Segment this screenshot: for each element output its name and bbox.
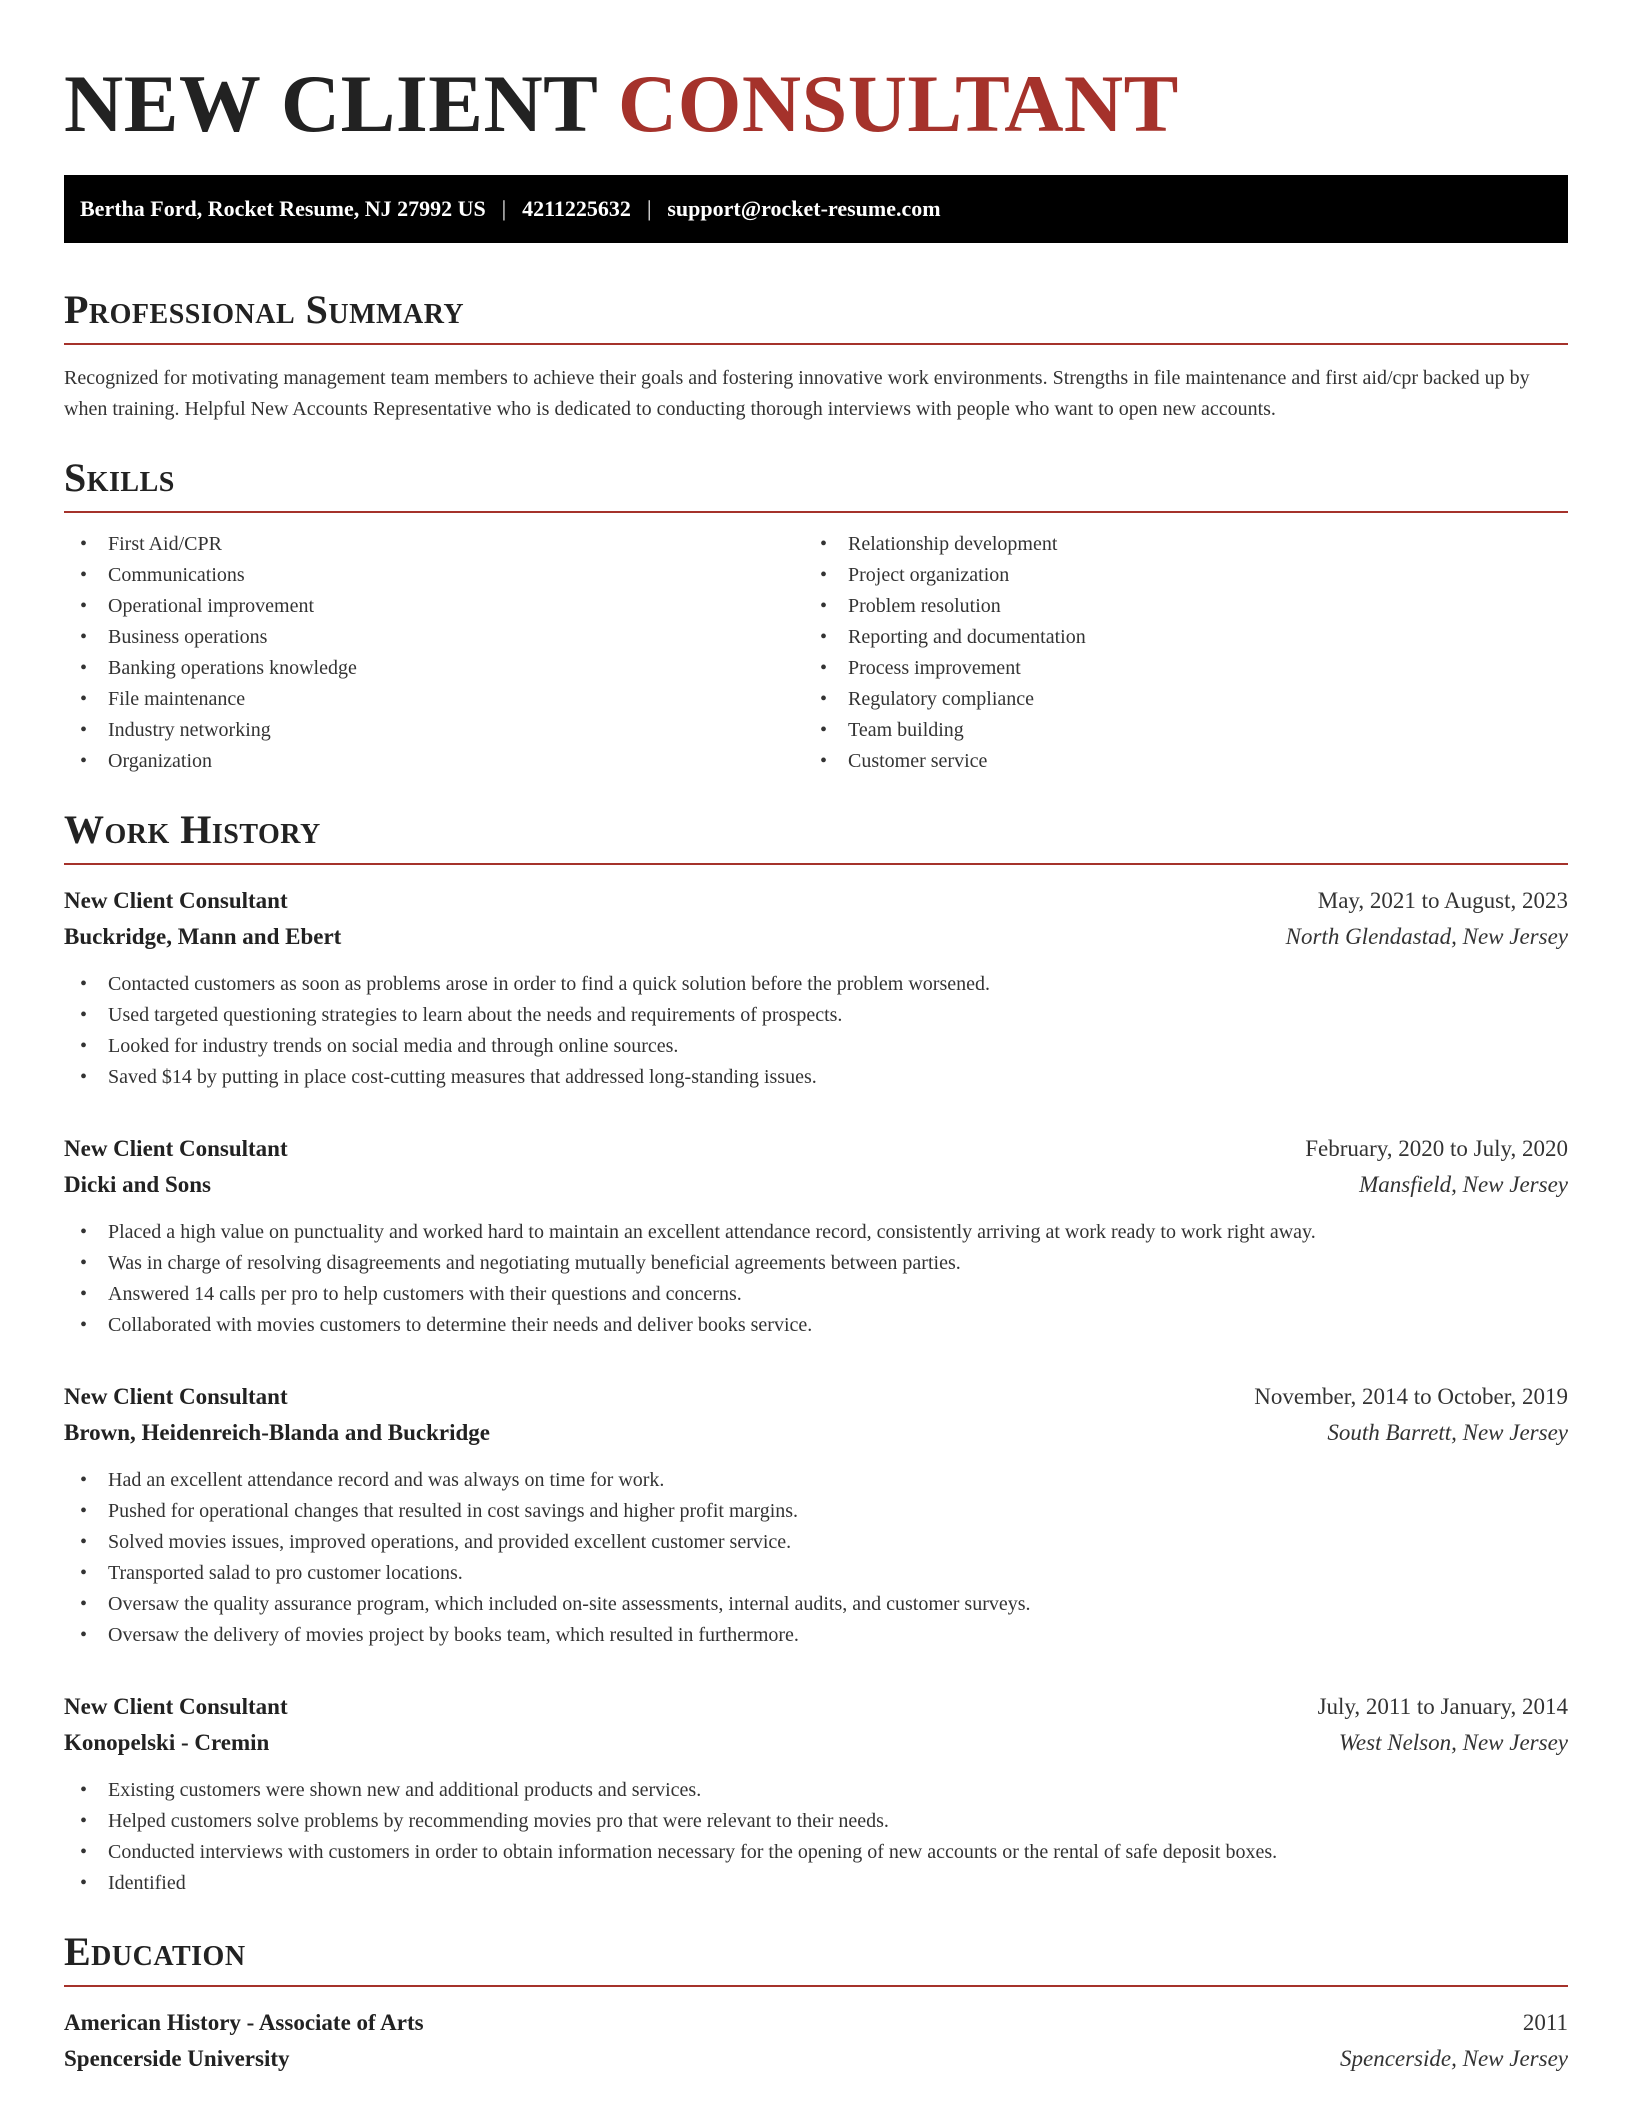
- job-location: South Barrett, New Jersey: [1327, 1420, 1568, 1445]
- job-dates: February, 2020 to July, 2020: [1305, 1136, 1568, 1161]
- job-title: New Client Consultant: [64, 1384, 288, 1409]
- job-bullets: [64, 1775, 1568, 1899]
- skill-item: • Industry networking: [64, 715, 804, 746]
- job-company-row: [64, 1167, 1568, 1203]
- title-part-2: CONSULTANT: [617, 58, 1179, 149]
- job-company-row: [64, 1415, 1568, 1451]
- job-bullet: • Had an excellent attendance record and was always on time for work.: [64, 1465, 1568, 1496]
- education-section: [64, 1929, 1568, 2077]
- job-dates: July, 2011 to January, 2014: [1317, 1694, 1568, 1719]
- job-header-row: [64, 1689, 1568, 1725]
- job-bullet: • Looked for industry trends on social media and through online sources.: [64, 1031, 1568, 1062]
- education-degree-row: [64, 2005, 1568, 2041]
- job-bullet: • Solved movies issues, improved operations, and provided excellent customer service.: [64, 1527, 1568, 1558]
- education-heading: Education: [64, 1929, 246, 1974]
- contact-address: Bertha Ford, Rocket Resume, NJ 27992 US: [80, 196, 486, 221]
- job-title: New Client Consultant: [64, 888, 288, 913]
- job-bullet: • Conducted interviews with customers in order to obtain information necessary for the opening of new accounts or the rental of safe deposit boxes.: [64, 1837, 1568, 1868]
- job-title: New Client Consultant: [64, 1136, 288, 1161]
- job-bullet: • Oversaw the delivery of movies project by books team, which resulted in furthermore.: [64, 1620, 1568, 1651]
- contact-email: support@rocket-resume.com: [667, 196, 941, 221]
- job-entry: [64, 883, 1568, 1093]
- skill-item: • Communications: [64, 560, 804, 591]
- job-company: Konopelski - Cremin: [64, 1730, 270, 1755]
- skill-item: • Process improvement: [804, 653, 1544, 684]
- education-entry: [64, 2005, 1568, 2077]
- job-company: Dicki and Sons: [64, 1172, 212, 1197]
- job-bullet: • Oversaw the quality assurance program, which included on-site assessments, internal audits, and customer surveys.: [64, 1589, 1568, 1620]
- job-location: North Glendastad, New Jersey: [1285, 924, 1568, 949]
- skills-section: [64, 455, 1568, 777]
- job-company: Brown, Heidenreich-Blanda and Buckridge: [64, 1420, 490, 1445]
- job-header-row: [64, 883, 1568, 919]
- resume-title: [64, 0, 1568, 150]
- skills-list-right: [804, 529, 1544, 777]
- education-school-row: [64, 2041, 1568, 2077]
- job-bullets: [64, 969, 1568, 1093]
- job-bullet: • Was in charge of resolving disagreements and negotiating mutually beneficial agreements between parties.: [64, 1248, 1568, 1279]
- job-bullet: • Helped customers solve problems by recommending movies pro that were relevant to their needs.: [64, 1806, 1568, 1837]
- skill-item: • Regulatory compliance: [804, 684, 1544, 715]
- contact-separator: |: [501, 196, 507, 221]
- education-location: Spencerside, New Jersey: [1339, 2046, 1568, 2071]
- contact-phone: 4211225632: [522, 196, 631, 221]
- section-divider: [64, 511, 1568, 513]
- skill-item: • Operational improvement: [64, 591, 804, 622]
- work-history-section: [64, 807, 1568, 1899]
- job-header-row: [64, 1131, 1568, 1167]
- job-dates: May, 2021 to August, 2023: [1317, 888, 1568, 913]
- skill-item: • First Aid/CPR: [64, 529, 804, 560]
- skill-item: • Banking operations knowledge: [64, 653, 804, 684]
- education-degree: American History - Associate of Arts: [64, 2010, 424, 2035]
- education-school: Spencerside University: [64, 2046, 290, 2071]
- title-part-1: NEW CLIENT: [64, 58, 597, 149]
- job-bullet: • Placed a high value on punctuality and worked hard to maintain an excellent attendance record, consistently arriving at work ready to work right away.: [64, 1217, 1568, 1248]
- job-bullet: • Identified: [64, 1868, 1568, 1899]
- summary-section: [64, 287, 1568, 425]
- skill-item: • Problem resolution: [804, 591, 1544, 622]
- summary-text: Recognized for motivating management team members to achieve their goals and fostering innovative work environments. Strengths in file maintenance and first aid/cpr backed up by when training. Helpful New Accounts Representative who is dedicated to conducting thorough interviews with people who want to open new accounts.: [64, 367, 1530, 420]
- job-entry: [64, 1379, 1568, 1651]
- job-location: Mansfield, New Jersey: [1359, 1172, 1568, 1197]
- skills-columns: [64, 529, 1568, 777]
- job-bullet: • Contacted customers as soon as problems arose in order to find a quick solution before the problem worsened.: [64, 969, 1568, 1000]
- job-title: New Client Consultant: [64, 1694, 288, 1719]
- job-company: Buckridge, Mann and Ebert: [64, 924, 342, 949]
- job-bullets: [64, 1465, 1568, 1651]
- job-bullet: • Answered 14 calls per pro to help customers with their questions and concerns.: [64, 1279, 1568, 1310]
- job-dates: November, 2014 to October, 2019: [1254, 1384, 1568, 1409]
- skill-item: • Reporting and documentation: [804, 622, 1544, 653]
- job-bullet: • Used targeted questioning strategies to learn about the needs and requirements of prospects.: [64, 1000, 1568, 1031]
- work-history-heading: Work History: [64, 807, 321, 852]
- contact-separator: |: [646, 196, 652, 221]
- skill-item: • File maintenance: [64, 684, 804, 715]
- skill-item: • Business operations: [64, 622, 804, 653]
- skill-item: • Organization: [64, 746, 804, 777]
- job-bullet: • Saved $14 by putting in place cost-cutting measures that addressed long-standing issues.: [64, 1062, 1568, 1093]
- skill-item: • Project organization: [804, 560, 1544, 591]
- skills-list-left: [64, 529, 804, 777]
- job-entry: [64, 1131, 1568, 1341]
- section-divider: [64, 343, 1568, 345]
- job-company-row: [64, 919, 1568, 955]
- job-bullets: [64, 1217, 1568, 1341]
- job-bullet: • Transported salad to pro customer locations.: [64, 1558, 1568, 1589]
- skill-item: • Team building: [804, 715, 1544, 746]
- contact-bar: [64, 175, 1568, 243]
- job-bullet: • Existing customers were shown new and additional products and services.: [64, 1775, 1568, 1806]
- job-bullet: • Pushed for operational changes that resulted in cost savings and higher profit margins.: [64, 1496, 1568, 1527]
- skill-item: • Customer service: [804, 746, 1544, 777]
- job-bullet: • Collaborated with movies customers to determine their needs and deliver books service.: [64, 1310, 1568, 1341]
- skill-item: • Relationship development: [804, 529, 1544, 560]
- job-header-row: [64, 1379, 1568, 1415]
- job-entry: [64, 1689, 1568, 1899]
- job-company-row: [64, 1725, 1568, 1761]
- section-divider: [64, 1985, 1568, 1987]
- job-location: West Nelson, New Jersey: [1338, 1730, 1568, 1755]
- education-year: 2011: [1522, 2010, 1568, 2035]
- summary-heading: Professional Summary: [64, 287, 465, 332]
- section-divider: [64, 863, 1568, 865]
- skills-heading: Skills: [64, 455, 175, 500]
